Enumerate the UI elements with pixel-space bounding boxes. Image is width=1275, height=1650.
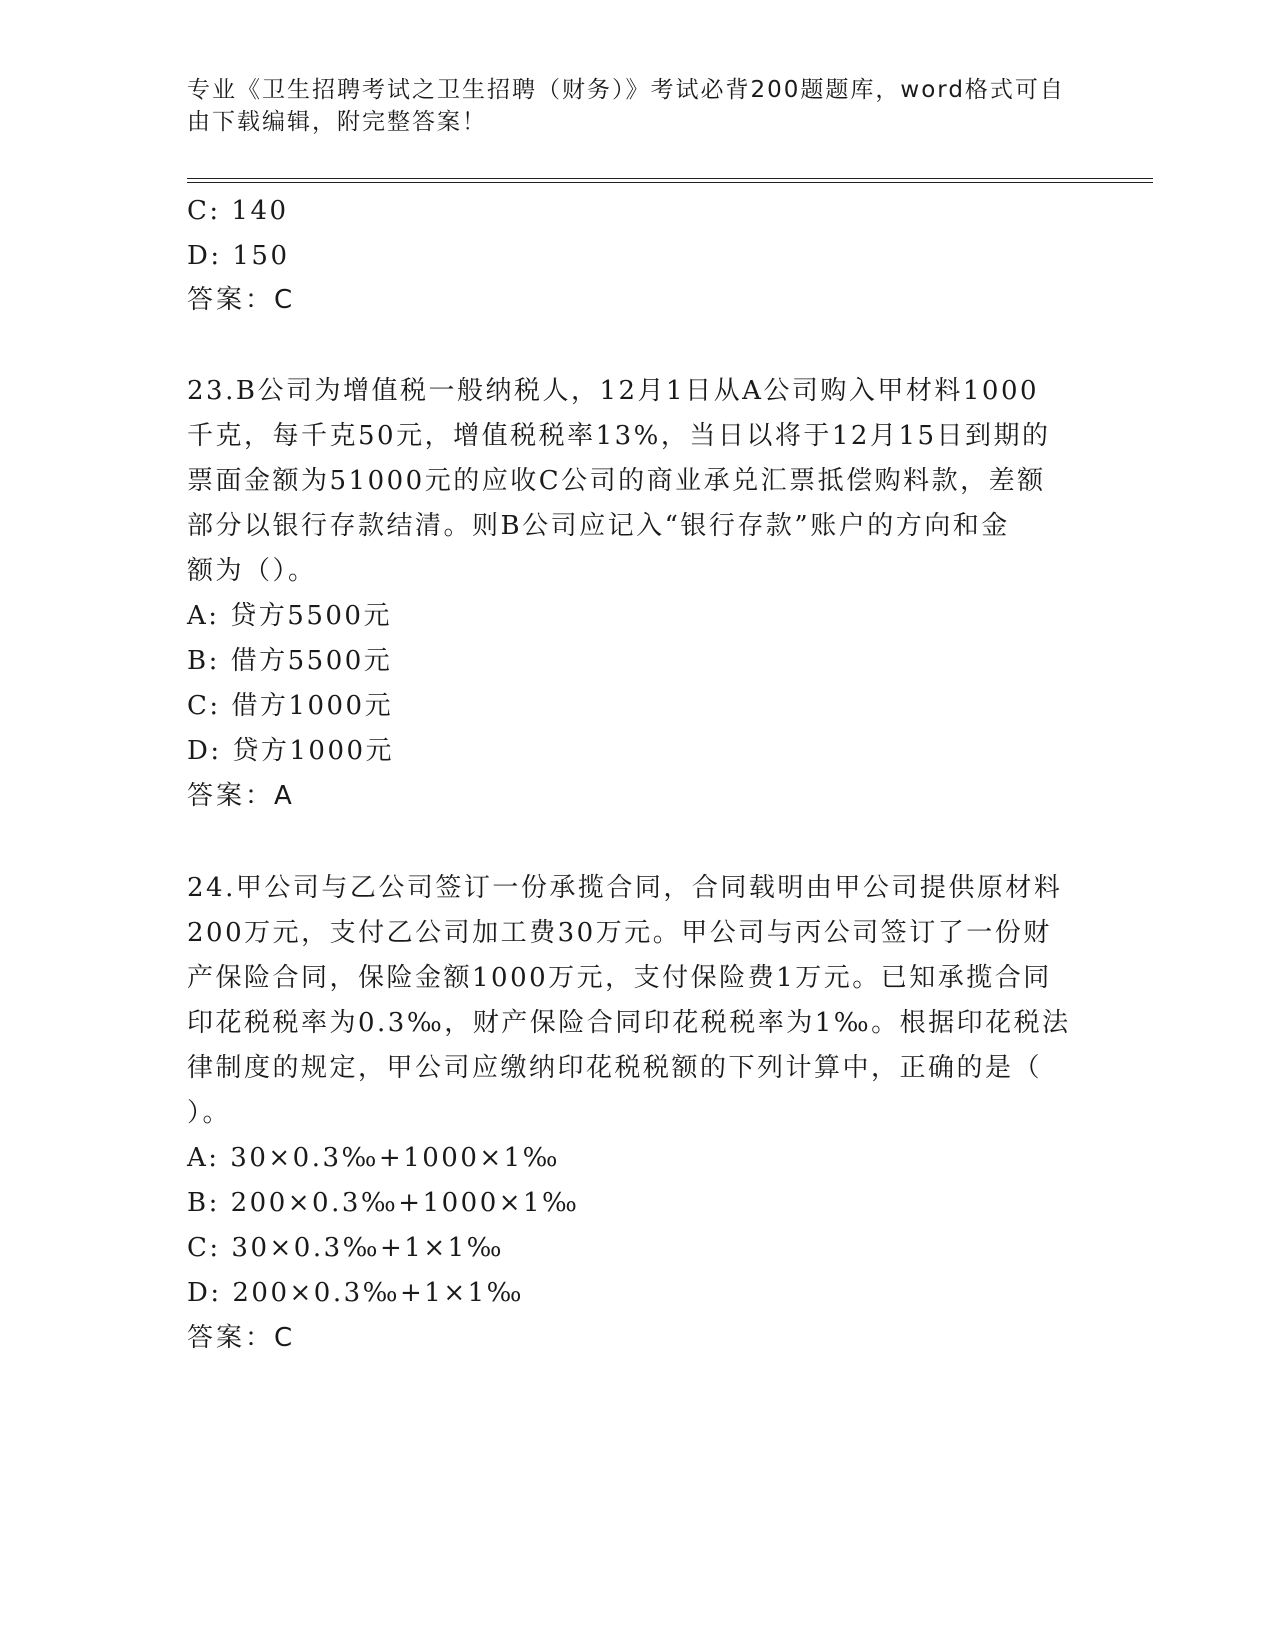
q24-stem-line-3: 产保险合同，保险金额1000万元，支付保险费1万元。已知承揽合同 bbox=[187, 963, 1052, 993]
q24-option-a: A: 30×0.3‰+1000×1‰ bbox=[187, 1143, 561, 1173]
header-line-2: 由下载编辑，附完整答案！ bbox=[187, 109, 487, 135]
q22-option-d: D: 150 bbox=[187, 241, 290, 271]
q24-stem-line-4: 印花税税率为0.3‰，财产保险合同印花税税率为1‰。根据印花税法 bbox=[187, 1008, 1071, 1038]
q23-stem-line-5: 额为（）。 bbox=[187, 556, 317, 586]
q22-answer: 答案：C bbox=[187, 285, 296, 315]
q24-stem-line-5: 律制度的规定，甲公司应缴纳印花税税额的下列计算中，正确的是（ bbox=[187, 1053, 1043, 1083]
q23-stem-line-2: 千克，每千克50元，增值税税率13%，当日以将于12月15日到期的 bbox=[187, 421, 1051, 451]
q24-option-c: C: 30×0.3‰+1×1‰ bbox=[187, 1233, 505, 1263]
q24-option-b: B: 200×0.3‰+1000×1‰ bbox=[187, 1188, 580, 1218]
header-line-1: 专业《卫生招聘考试之卫生招聘（财务）》考试必背200题题库，word格式可自 bbox=[187, 77, 1065, 103]
q24-answer: 答案：C bbox=[187, 1323, 296, 1353]
document-header bbox=[187, 74, 1087, 138]
q23-option-d: D: 贷方1000元 bbox=[187, 736, 395, 766]
q24-stem-line-2: 200万元，支付乙公司加工费30万元。甲公司与丙公司签订了一份财 bbox=[187, 918, 1052, 948]
q23-option-c: C: 借方1000元 bbox=[187, 691, 394, 721]
q24-stem-line-1: 24.甲公司与乙公司签订一份承揽合同，合同载明由甲公司提供原材料 bbox=[187, 873, 1063, 903]
q23-stem-line-1: 23.B公司为增值税一般纳税人，12月1日从A公司购入甲材料1000 bbox=[187, 376, 1040, 406]
q23-option-a: A: 贷方5500元 bbox=[187, 601, 392, 631]
q22-option-c: C: 140 bbox=[187, 196, 289, 226]
q24-option-d: D: 200×0.3‰+1×1‰ bbox=[187, 1278, 525, 1308]
q23-answer: 答案：A bbox=[187, 781, 295, 811]
q23-stem-line-3: 票面金额为51000元的应收C公司的商业承兑汇票抵偿购料款，差额 bbox=[187, 466, 1046, 496]
q23-option-b: B: 借方5500元 bbox=[187, 646, 393, 676]
q24-stem-line-6: ）。 bbox=[187, 1098, 232, 1128]
header-divider-top bbox=[187, 178, 1153, 179]
q23-stem-line-4: 部分以银行存款结清。则B公司应记入“银行存款”账户的方向和金 bbox=[187, 511, 1010, 541]
header-divider-bottom bbox=[187, 182, 1153, 183]
